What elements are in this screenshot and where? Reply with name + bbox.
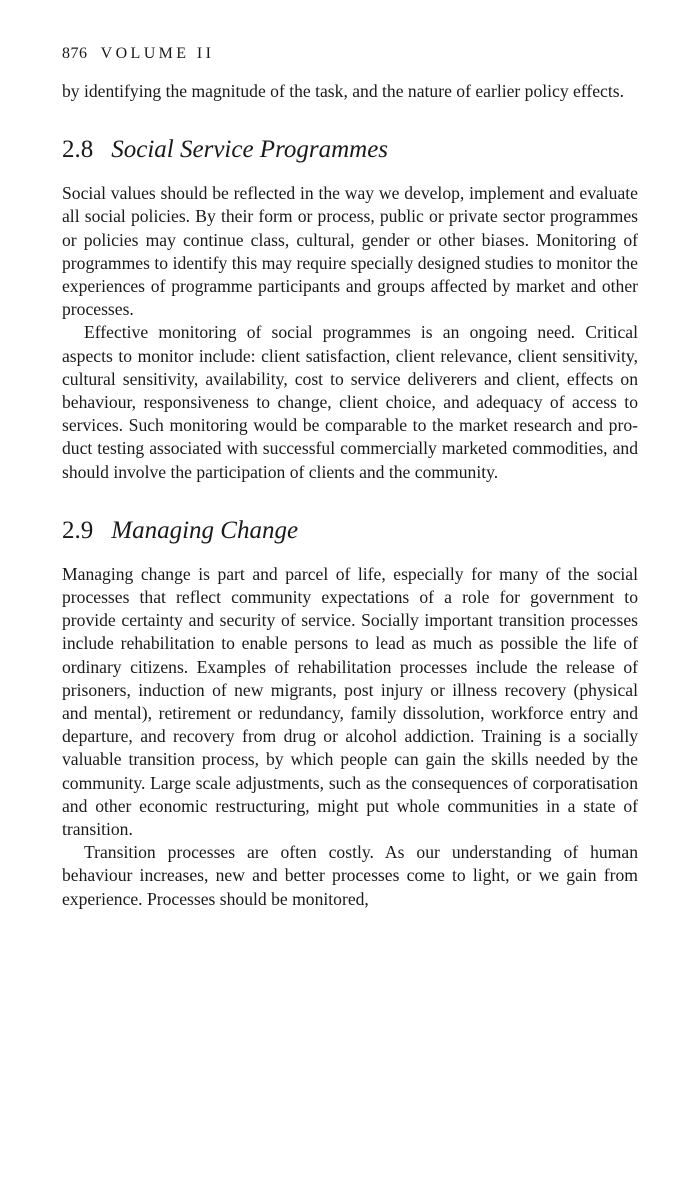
section-2-9-paragraph-1: Managing change is part and parcel of life, especially for many of the social processes that reflect community expectations of a role for government to provide certainty and security of service. Socially important transition processes include rehabilitation to enable persons to lead as much as possible the life of ordinary citizens. Examples of rehabilitation processes include the release of prisoners, induction of new migrants, post injury or illness recovery (physical and mental), retirement or redundancy, family dissolution, workforce entry and departure, and recovery from drug or alcohol addiction. Training is a socially valuable transition process, by which people can gain the skills needed by the community. Large scale adjustments, such as the consequences of corporatisation and other economic restructuring, might put whole communities in a state of transition. <box>62 563 638 840</box>
section-2-8-paragraph-2: Effective monitoring of social programmes is an ongoing need. Critical aspects to monitor include: client satisfaction, client relevance, client sensitivity, cultural sensitivity, availability, cost to service deliverers and client, effects on behaviour, responsiveness to change, client choice, and adequacy of access to services. Such monitoring would be comparable to the market research and product testing associated with successful commercially marketed commodities, and should involve the participation of clients and the community. <box>62 322 638 482</box>
section-title: Managing Change <box>111 516 299 544</box>
section-heading-2-9 <box>62 516 638 546</box>
section-2-9-paragraph-2: Transition processes are often costly. As our understanding of human behaviour increases, new and better processes come to light, or we gain from experience. Processes should be monitored, <box>62 842 638 909</box>
section-title: Social Service Programmes <box>111 136 389 164</box>
intro-paragraph: by identifying the magnitude of the task, and the nature of earlier policy effects. <box>62 81 624 101</box>
book-page <box>62 44 638 911</box>
page-number: 876 <box>62 45 88 62</box>
volume-label: VOLUME II <box>100 45 215 62</box>
section-heading-2-8 <box>62 135 638 165</box>
section-2-8-paragraph-1: Social values should be reflected in the way we develop, implement and evaluate all social policies. By their form or process, public or private sector programmes or policies may continue class, cultural, gender or other biases. Monitoring of programmes to identify this may require specially designed studies to monitor the experiences of programme participants and groups affected by market and other processes. <box>62 183 638 320</box>
section-number: 2.8 <box>62 136 94 164</box>
running-head <box>62 44 638 64</box>
section-number: 2.9 <box>62 516 94 544</box>
